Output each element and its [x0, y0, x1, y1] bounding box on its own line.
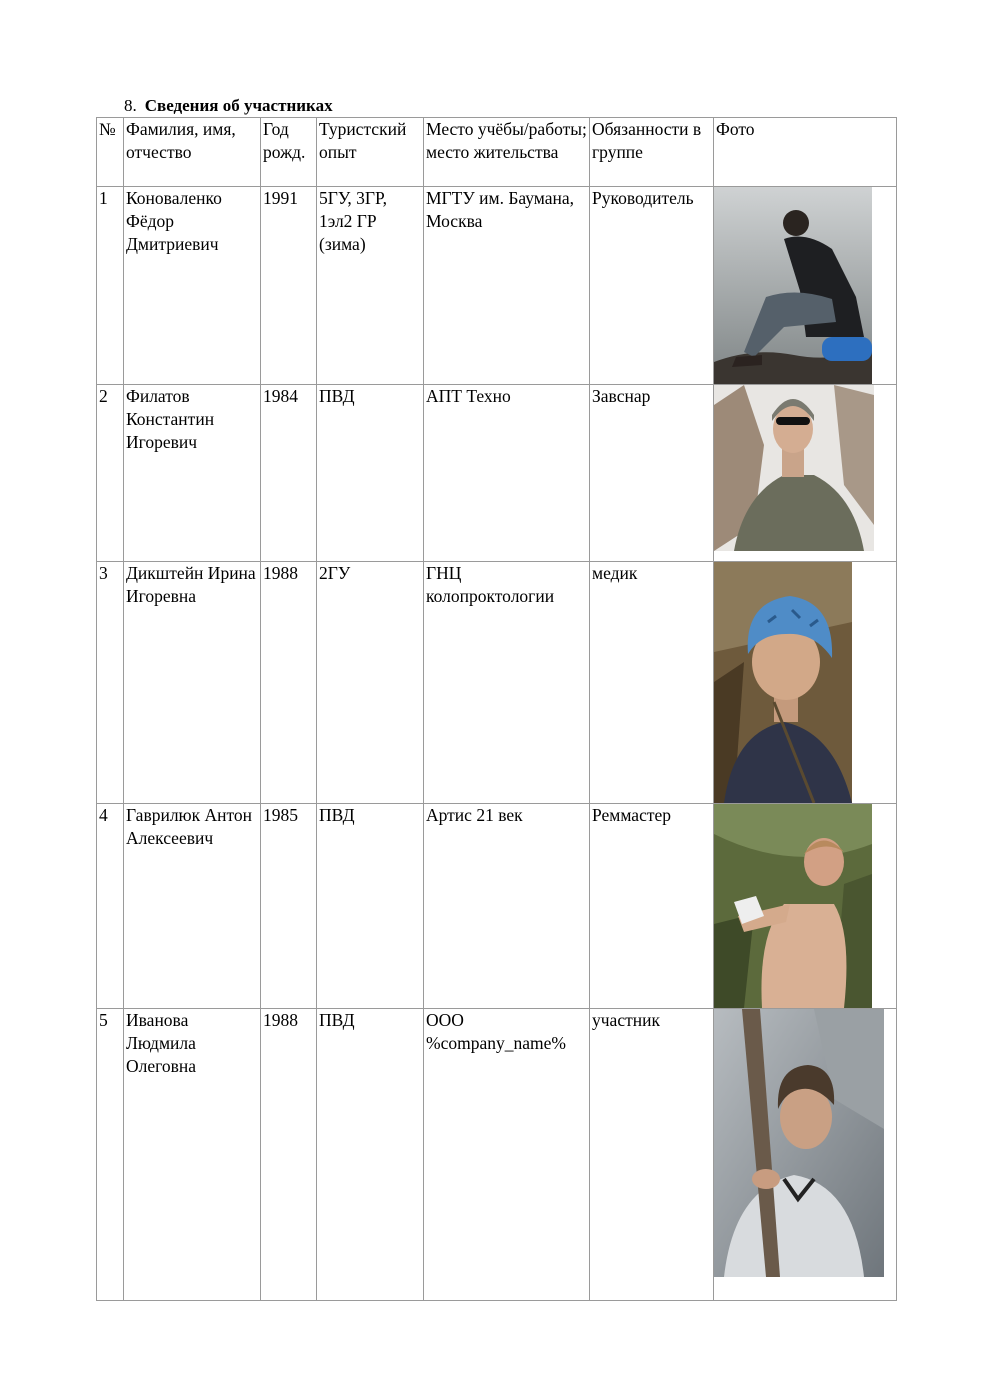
row-duties: Реммастер — [590, 804, 714, 1009]
row-birth: 1984 — [261, 385, 317, 562]
section-heading — [124, 96, 333, 116]
row-place: АПТ Техно — [424, 385, 590, 562]
row-name: Филатов Константин Игоревич — [124, 385, 261, 562]
row-duties: участник — [590, 1009, 714, 1301]
section-title: Сведения об участниках — [144, 96, 333, 115]
header-experience: Туристский опыт — [317, 118, 424, 187]
row-name: Гаврилюк Антон Алексеевич — [124, 804, 261, 1009]
row-place: МГТУ им. Баумана, Москва — [424, 187, 590, 385]
row-birth: 1991 — [261, 187, 317, 385]
row-photo-cell — [714, 187, 897, 385]
section-number: 8. — [124, 96, 137, 115]
row-num: 2 — [97, 385, 124, 562]
header-name: Фамилия, имя, отчество — [124, 118, 261, 187]
person-photo-icon — [714, 804, 872, 1008]
row-name: Иванова Людмила Олеговна — [124, 1009, 261, 1301]
row-photo-cell — [714, 562, 897, 804]
row-num: 4 — [97, 804, 124, 1009]
table-row — [97, 562, 897, 804]
row-experience: 5ГУ, 3ГР, 1эл2 ГР (зима) — [317, 187, 424, 385]
row-photo-cell — [714, 804, 897, 1009]
row-name: Коноваленко Фёдор Дмитриевич — [124, 187, 261, 385]
row-birth: 1988 — [261, 562, 317, 804]
header-num: № — [97, 118, 124, 187]
table-row — [97, 804, 897, 1009]
person-photo-icon — [714, 385, 874, 551]
table-row — [97, 385, 897, 562]
row-place: Артис 21 век — [424, 804, 590, 1009]
row-duties: Руководитель — [590, 187, 714, 385]
row-experience: ПВД — [317, 385, 424, 562]
row-photo-cell — [714, 1009, 897, 1301]
table-row — [97, 1009, 897, 1301]
participants-table — [96, 117, 897, 1301]
person-photo-icon — [714, 562, 852, 803]
header-birth: Год рожд. — [261, 118, 317, 187]
row-num: 1 — [97, 187, 124, 385]
row-photo-cell — [714, 385, 897, 562]
header-duties: Обязанности в группе — [590, 118, 714, 187]
row-duties: медик — [590, 562, 714, 804]
table-row — [97, 187, 897, 385]
person-photo-icon — [714, 1009, 884, 1277]
header-photo: Фото — [714, 118, 897, 187]
row-name: Дикштейн Ирина Игоревна — [124, 562, 261, 804]
row-experience: ПВД — [317, 1009, 424, 1301]
header-place: Место учёбы/работы; место жительства — [424, 118, 590, 187]
person-photo-icon — [714, 187, 872, 384]
row-place: ГНЦ колопроктологии — [424, 562, 590, 804]
row-duties: Завснар — [590, 385, 714, 562]
row-birth: 1985 — [261, 804, 317, 1009]
row-num: 5 — [97, 1009, 124, 1301]
table-header-row — [97, 118, 897, 187]
row-experience: ПВД — [317, 804, 424, 1009]
row-place: ООО %company_name% — [424, 1009, 590, 1301]
row-birth: 1988 — [261, 1009, 317, 1301]
row-experience: 2ГУ — [317, 562, 424, 804]
row-num: 3 — [97, 562, 124, 804]
